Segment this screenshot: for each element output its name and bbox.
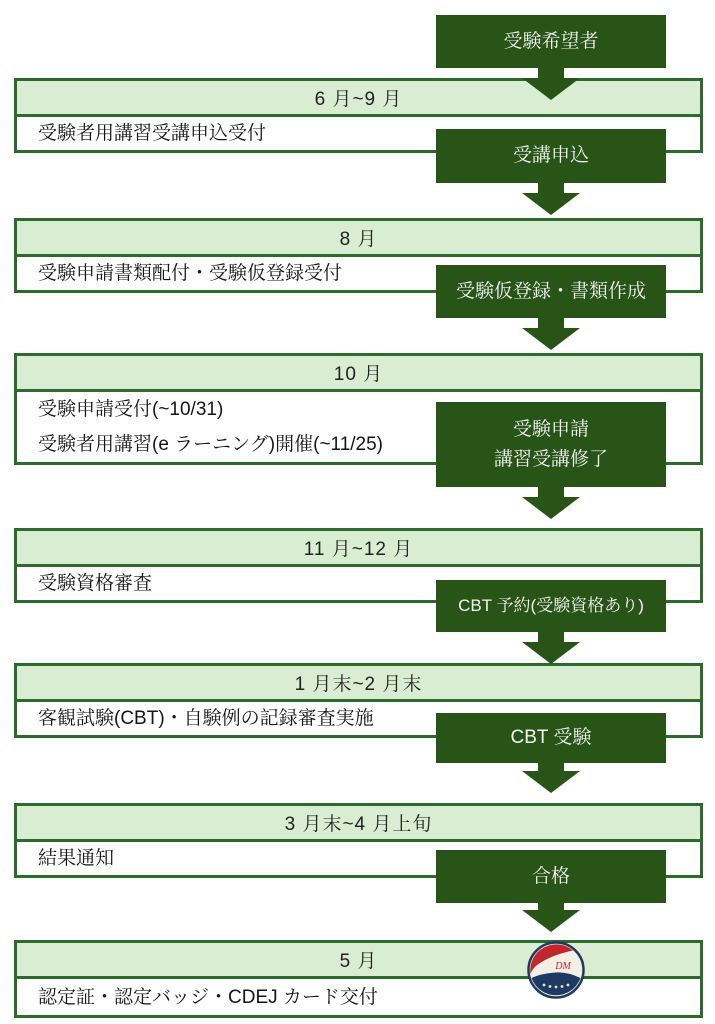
arrow-head — [522, 497, 580, 519]
down-arrow — [522, 761, 580, 793]
arrow-stem — [538, 66, 564, 78]
stage-period — [17, 806, 700, 842]
arrow-stem — [538, 900, 564, 910]
action-label: CBT 予約(受験資格あり) — [458, 595, 644, 615]
stage-task: 客観試験(CBT)・自験例の記録審査実施 — [38, 708, 374, 729]
arrow-stem — [538, 316, 564, 328]
arrow-head — [522, 328, 580, 350]
stage-band-may — [14, 940, 703, 1018]
action-label: 受験仮登録・書類作成 — [455, 280, 646, 302]
down-arrow — [522, 900, 580, 932]
arrow-head — [522, 771, 580, 793]
arrow-stem — [538, 485, 564, 497]
stage-task: 受験者用講習受講申込受付 — [38, 123, 267, 144]
stage-task: 受験申請書類配付・受験仮登録受付 — [38, 263, 343, 284]
action-box-cbt-yoyaku — [436, 580, 666, 632]
stage-period-label: 3 月末~4 月上旬 — [284, 814, 433, 835]
action-label: 受講申込 — [512, 145, 589, 167]
arrow-head — [522, 78, 580, 100]
action-box-goukaku — [436, 850, 666, 903]
badge-dm-text: DM — [555, 961, 571, 972]
stage-period-label: 8 月 — [339, 229, 378, 250]
down-arrow — [522, 66, 580, 100]
stage-period-label: 11 月~12 月 — [303, 539, 414, 560]
stage-task: 受験者用講習(e ラーニング)開催(~11/25) — [38, 434, 384, 455]
arrow-head — [522, 193, 580, 215]
down-arrow — [522, 630, 580, 664]
arrow-stem — [538, 630, 564, 642]
stage-period — [17, 943, 700, 979]
stage-task: 結果通知 — [38, 848, 115, 869]
start-box-label: 受験希望者 — [503, 30, 599, 52]
arrow-head — [522, 910, 580, 932]
stage-period — [17, 356, 700, 392]
stage-task: 受験資格審査 — [38, 573, 153, 594]
stage-period — [17, 81, 700, 117]
action-box-shinsei-shuuryou — [436, 402, 666, 487]
action-label: 合格 — [531, 865, 570, 887]
stage-period-label: 1 月末~2 月末 — [294, 674, 423, 695]
arrow-head — [522, 642, 580, 664]
start-box — [436, 15, 666, 68]
stage-period — [17, 531, 700, 567]
action-box-cbt-juken — [436, 713, 666, 763]
stage-period-label: 6 月~9 月 — [314, 89, 403, 110]
cdej-dm-badge-icon — [527, 941, 585, 999]
arrow-stem — [538, 761, 564, 771]
stage-task: 認定証・認定バッジ・CDEJ カード交付 — [38, 986, 378, 1008]
stage-task: 受験申請受付(~10/31) — [38, 399, 224, 420]
action-label: 受験申請 — [512, 419, 589, 441]
stage-period — [17, 221, 700, 257]
stage-period-label: 10 月 — [333, 364, 384, 385]
down-arrow — [522, 485, 580, 519]
stage-period-label: 5 月 — [339, 951, 378, 972]
arrow-stem — [538, 181, 564, 193]
action-label: CBT 受験 — [510, 727, 592, 749]
stage-period — [17, 666, 700, 702]
action-label: 講習受講修了 — [493, 448, 608, 470]
action-box-karitouroku — [436, 265, 666, 318]
action-box-jukou-moushikomi — [436, 129, 666, 183]
down-arrow — [522, 316, 580, 350]
down-arrow — [522, 181, 580, 215]
